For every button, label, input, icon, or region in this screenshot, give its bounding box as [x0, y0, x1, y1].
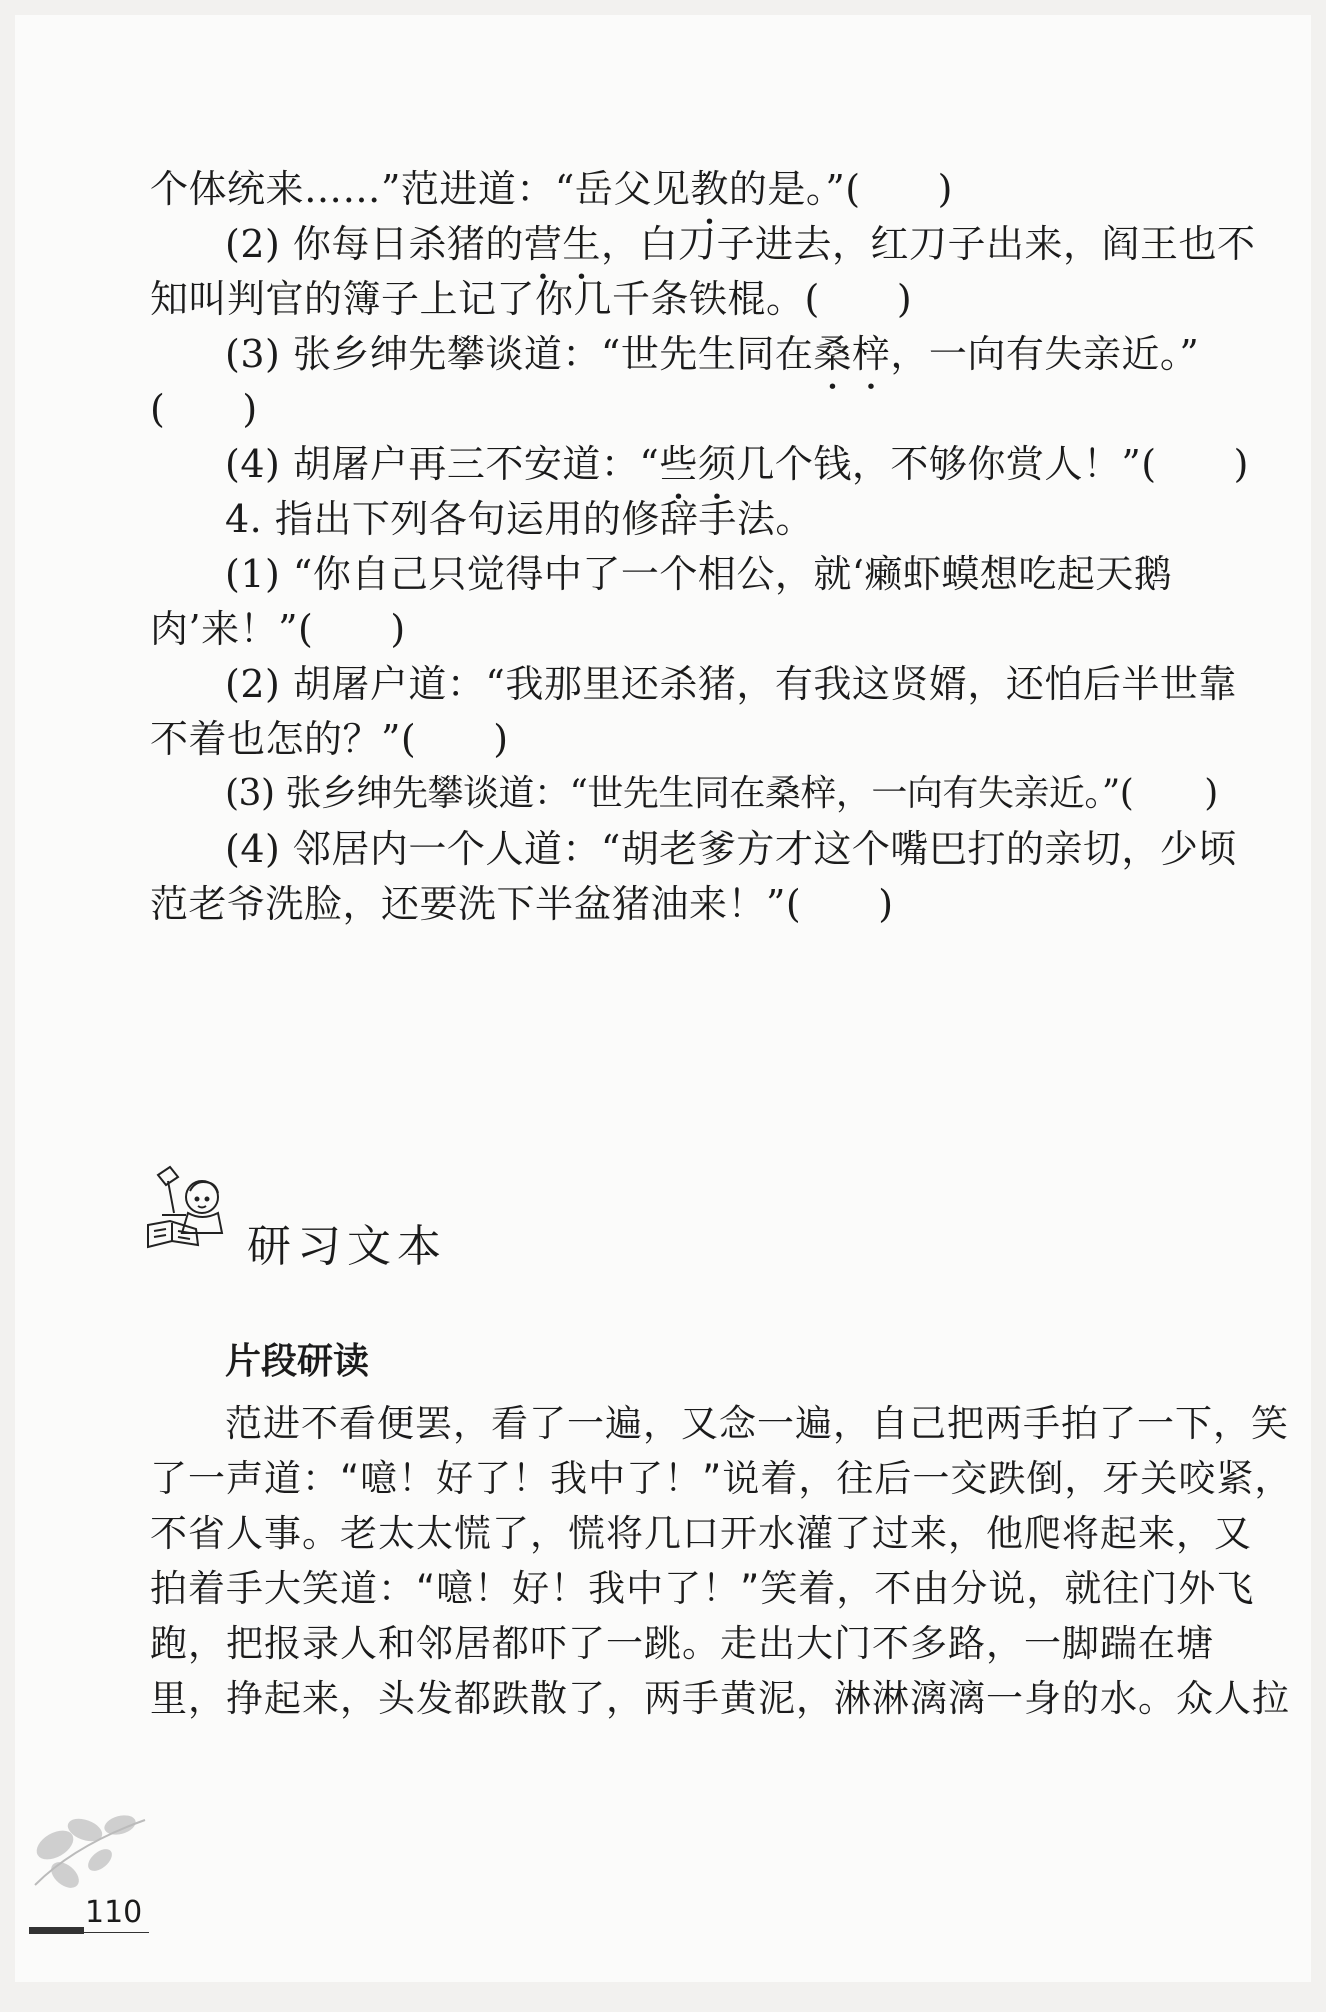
text-line: 个体统来……”范进道：“岳父见教的是。”( ): [150, 167, 953, 211]
subsection-title: 片段研读: [225, 1341, 370, 1382]
text-line: 范老爷洗脸，还要洗下半盆猪油来！”( ): [150, 882, 894, 926]
question-item: (3) 张乡绅先攀谈道：“世先生同在桑梓，一向有失亲近。”: [225, 332, 1200, 376]
reading-line: 了一声道：“噫！好了！我中了！”说着，往后一交跌倒，牙关咬紧，: [150, 1457, 1293, 1500]
question-heading: 4. 指出下列各句运用的修辞手法。: [225, 497, 814, 541]
page-number: 110: [85, 1895, 143, 1930]
question-item: (1) “你自己只觉得中了一个相公，就‘癞虾蟆想吃起天鹅: [225, 552, 1173, 596]
question-item: (2) 你每日杀猪的营生，白刀子进去，红刀子出来，阎王也不: [225, 222, 1256, 266]
emphasized-word: 教: [690, 167, 729, 211]
reading-line: 里，挣起来，头发都跌散了，两手黄泥，淋淋漓漓一身的水。众人拉: [150, 1677, 1290, 1720]
text-line: ( ): [150, 387, 258, 431]
page: [15, 15, 1311, 1982]
reading-line: 跑，把报录人和邻居都吓了一跳。走出大门不多路，一脚踹在塘: [150, 1622, 1214, 1665]
question-item: (4) 胡屠户再三不安道：“些须几个钱，不够你赏人！”( ): [225, 442, 1249, 486]
text-line: 知叫判官的簿子上记了你几千条铁棍。( ): [150, 277, 913, 321]
question-item: (3) 张乡绅先攀谈道：“世先生同在桑梓，一向有失亲近。”( ): [225, 773, 1218, 814]
studying-child-icon: [140, 1163, 245, 1253]
text-line: 肉’来！”( ): [150, 607, 406, 651]
emphasized-word: 桑梓: [813, 332, 891, 376]
reading-line: 不省人事。老太太慌了，慌将几口开水灌了过来，他爬将起来，又: [150, 1512, 1252, 1555]
reading-line: 拍着手大笑道：“噫！好！我中了！”笑着，不由分说，就往门外飞: [150, 1567, 1255, 1610]
section-title: 研习文本: [247, 1221, 447, 1272]
page-number-rule: [29, 1932, 149, 1933]
question-item: (4) 邻居内一个人道：“胡老爹方才这个嘴巴打的亲切，少顷: [225, 827, 1237, 871]
reading-line: 范进不看便罢，看了一遍，又念一遍，自己把两手拍了一下，笑: [225, 1402, 1289, 1445]
leaves-decoration-icon: [25, 1795, 155, 1895]
text-line: 不着也怎的？”( ): [150, 717, 509, 761]
emphasized-word: 些须: [659, 442, 737, 486]
question-item: (2) 胡屠户道：“我那里还杀猪，有我这贤婿，还怕后半世靠: [225, 662, 1237, 706]
emphasized-word: 营生: [523, 222, 601, 266]
